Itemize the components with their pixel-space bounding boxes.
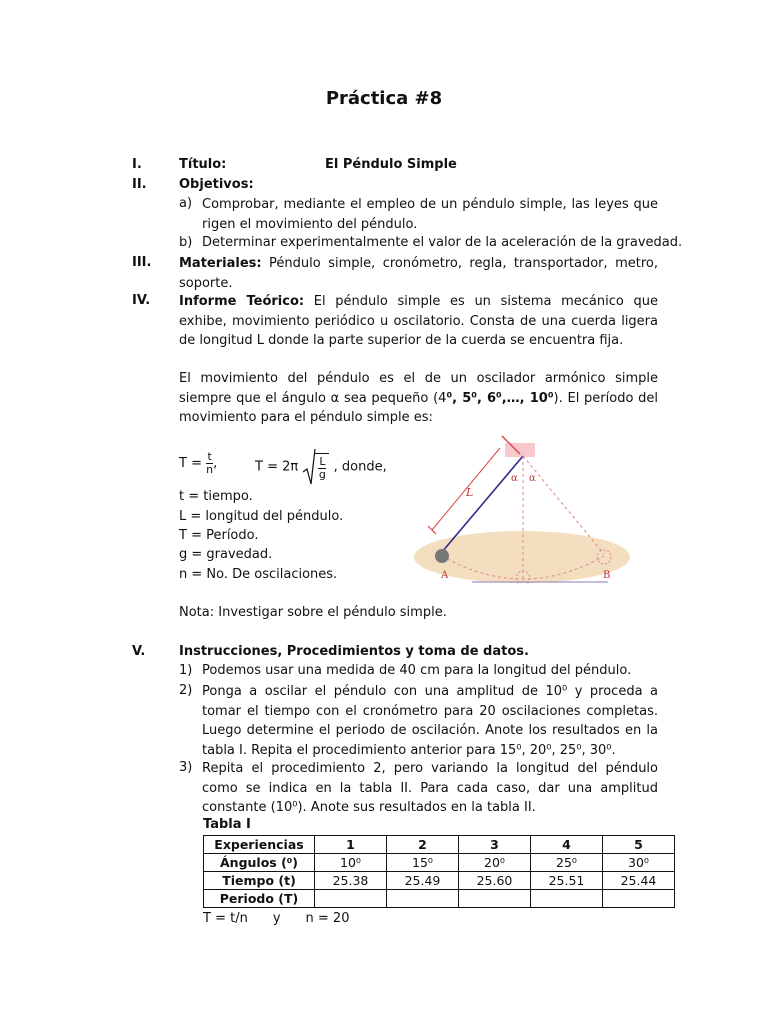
formula-comma: , [213,456,218,471]
def-n: n = No. De oscilaciones. [179,567,338,582]
objective-a-text: Comprobar, mediante el empleo de un péndulo simple, las leyes que rigen el movimiento del péndulo. [202,197,658,232]
step-1-marker: 1) [179,663,193,678]
theory-p2-b: ). El período del movimiento para el péndulo simple es: [179,390,659,425]
fraction-g: g [318,468,326,481]
theory-p2-angles: , 5⁰, 6⁰,…, 10⁰ [452,390,554,406]
formula-period-fraction [179,451,217,476]
table-row [204,890,675,908]
def-period: T = Período. [179,528,259,543]
table-cell: 25.49 [387,872,459,890]
support-block [505,443,535,457]
table-row-label: Periodo (T) [204,890,315,908]
footer-formula: T = t/n [203,911,248,926]
section-4-label: Informe Teórico: [179,294,305,309]
table-cell [531,890,603,908]
label-alpha-left: α [511,473,518,484]
table-cell [387,890,459,908]
label-A: A [441,570,449,581]
page-title: Práctica #8 [325,88,443,109]
section-3-number: III. [132,255,152,270]
table-row-label: Tiempo (t) [204,872,315,890]
theory-p2-a: El movimiento del péndulo es el de un oscilador armónico simple siempre que el ángulo α sea pequeño (4 [179,371,658,406]
table-cell: 25.38 [315,872,387,890]
label-alpha-right: α [529,473,536,484]
bob-a [435,549,449,563]
table-cell: 25.44 [603,872,675,890]
theory-p2-deg: ⁰ [446,390,453,406]
step-1-text: Podemos usar una medida de 40 cm para la longitud del péndulo. [202,663,632,678]
step-3-marker: 3) [179,760,193,775]
pendulum-diagram [412,432,630,584]
table-footer [203,911,349,926]
fraction-denominator: n [206,463,214,476]
def-t: t = tiempo. [179,489,253,504]
def-l: L = longitud del péndulo. [179,509,344,524]
section-1-number: I. [132,157,142,172]
theory-paragraph-2 [179,369,658,428]
section-4-number: IV. [132,293,151,308]
formula-period-root [255,448,387,488]
section-3-label: Materiales: [179,256,262,271]
table-cell: 15⁰ [387,854,459,872]
table-header-cell: 3 [459,836,531,854]
table-header-cell: 5 [603,836,675,854]
def-g: g = gravedad. [179,547,273,562]
table-header-cell: 4 [531,836,603,854]
table-cell [459,890,531,908]
section-2-number: II. [132,177,147,192]
table-row [204,854,675,872]
materials-text: Péndulo simple, cronómetro, regla, transportador, metro, soporte. [179,256,658,291]
section-1-value: El Péndulo Simple [325,157,457,172]
step-3-text: Repita el procedimiento 2, pero variando la longitud del péndulo como se indica en la tabla II. Para cada caso, dar una amplitud constante (10⁰). Anote sus resultados en la tabla II. [202,761,658,815]
fraction-l-over-g [315,453,329,481]
footer-and: y [272,911,281,926]
table-cell [603,890,675,908]
data-table [203,835,675,908]
materials-paragraph [179,254,658,293]
table-caption: Tabla I [203,817,251,832]
formula-2pi: T = 2π [255,459,299,475]
objective-b-text: Determinar experimentalmente el valor de la aceleración de la gravedad. [202,235,683,250]
table-header-cell: Experiencias [204,836,315,854]
formula-t-eq: T = [179,456,202,471]
theory-text: El péndulo simple es un sistema mecánico que exhibe, movimiento periódico u oscilatorio. Consta de una cuerda ligera de longitud L donde la parte superior de la cuerda se encuentra fija. [179,294,658,348]
table-cell: 25.51 [531,872,603,890]
theory-paragraph [179,292,658,351]
step-2-marker: 2) [179,683,193,698]
table-header-row [204,836,675,854]
section-5-number: V. [132,644,146,659]
label-L: L [466,486,474,499]
table-cell: 10⁰ [315,854,387,872]
objective-b-marker: b) [179,235,193,250]
table-header-cell: 1 [315,836,387,854]
formula-donde: , donde, [333,459,387,475]
table-row [204,872,675,890]
step-2-text: Ponga a oscilar el péndulo con una amplitud de 10⁰ y proceda a tomar el tiempo con el cronómetro para 20 oscilaciones completas. Luego determine el periodo de oscilación. Anote los resultados en la tabla I. Repita el procedimiento anterior para 15⁰, 20⁰, 25⁰, 30⁰. [202,684,658,758]
section-5-label: Instrucciones, Procedimientos y toma de datos. [179,644,529,659]
table-cell [315,890,387,908]
table-cell: 30⁰ [603,854,675,872]
table-header-cell: 2 [387,836,459,854]
table-cell: 25.60 [459,872,531,890]
table-cell: 20⁰ [459,854,531,872]
table-cell: 25⁰ [531,854,603,872]
objective-a-marker: a) [179,196,193,211]
section-2-label: Objetivos: [179,177,254,192]
label-B: B [603,570,611,581]
sqrt-icon [302,448,316,486]
fraction-l: L [319,455,326,468]
section-1-label: Título: [179,157,227,172]
fraction-numerator: t [207,450,212,463]
footer-n: n = 20 [305,911,350,926]
table-row-label: Ángulos (⁰) [204,854,315,872]
note: Nota: Investigar sobre el péndulo simple. [179,605,447,620]
